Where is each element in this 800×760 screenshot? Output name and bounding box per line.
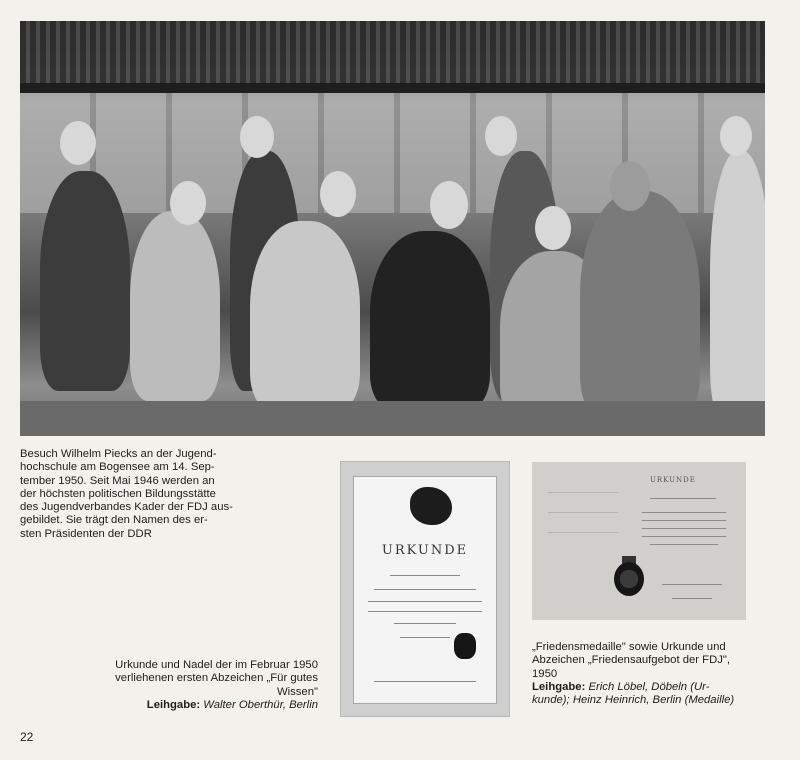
photo-face (430, 181, 468, 229)
photo-face (720, 116, 752, 156)
caption-line: des Jugendverbandes Kader der FDJ aus- (20, 501, 233, 514)
loan-label: Leihgabe: (146, 698, 201, 711)
caption-line: gebildet. Sie trägt den Namen des er- (20, 514, 208, 527)
photo-eave (20, 83, 765, 93)
loan-credit (58, 699, 318, 712)
certificate-signature-line (672, 598, 712, 599)
caption-line: Abzeichen „Friedensaufgebot der FDJ", (532, 654, 731, 667)
photo-figure (710, 151, 765, 421)
certificate-right-image (532, 462, 746, 620)
certificate-left-sheet (353, 476, 497, 704)
photo-face (535, 206, 571, 250)
photo-bench (20, 401, 765, 436)
loan-label: Leihgabe: (532, 680, 586, 693)
certificate-text-line (394, 623, 456, 624)
caption-line: Urkunde und Nadel der im Februar 1950 (115, 659, 318, 671)
photo-face (60, 121, 96, 165)
certificate-text-line (662, 584, 722, 585)
certificate-text-line (642, 520, 726, 521)
photo-figure (250, 221, 360, 411)
certificate-text-line (650, 498, 716, 499)
certificate-left-image (340, 461, 510, 717)
photo-face (485, 116, 517, 156)
certificate-text-line (400, 637, 450, 638)
certificate-text-line (650, 544, 718, 545)
certificate-text-line (642, 512, 726, 513)
photo-face (170, 181, 206, 225)
loan-name: Walter Oberthür, Berlin (203, 698, 318, 711)
caption-line: verliehenen ersten Abzeichen „Für gutes (115, 672, 318, 685)
photo-face (320, 171, 356, 217)
caption-line: hochschule am Bogensee am 14. Sep- (20, 461, 215, 474)
loan-credit (532, 681, 772, 694)
photo-face (240, 116, 274, 158)
caption-line: 1950 (532, 667, 558, 680)
caption-line: Besuch Wilhelm Piecks an der Jugend- (20, 448, 217, 460)
page-number: 22 (20, 730, 34, 744)
certificate-text-line (368, 601, 482, 602)
loan-name: Erich Löbel, Döbeln (Ur- (588, 680, 710, 693)
group-photograph (20, 21, 765, 436)
peace-medal (614, 562, 644, 596)
certificate-text-line (642, 528, 726, 529)
photo-figure (40, 171, 130, 391)
certificate-right-caption (532, 641, 772, 707)
certificate-left-caption (58, 659, 318, 712)
certificate-faint-line (548, 492, 618, 493)
certificate-text-line (390, 575, 460, 576)
certificate-text-line (642, 536, 726, 537)
certificate-text-line (368, 611, 482, 612)
certificate-signature-line (374, 681, 476, 682)
photo-figure (370, 231, 490, 411)
photo-roof (20, 21, 765, 83)
caption-line: der höchsten politischen Bildungsstätte (20, 487, 216, 500)
caption-line: Wissen" (276, 685, 318, 698)
certificate-pin (454, 633, 476, 659)
caption-line: „Friedensmedaille" sowie Urkunde und (532, 641, 726, 653)
certificate-faint-line (548, 532, 618, 533)
certificate-right-title: URKUNDE (650, 476, 696, 484)
photo-face (610, 161, 650, 211)
certificate-text-line (374, 589, 476, 590)
certificate-faint-line (548, 512, 618, 513)
photo-figure (580, 191, 700, 421)
caption-line: sten Präsidenten der DDR (20, 527, 152, 540)
photo-figure (130, 211, 220, 401)
loan-name: kunde); Heinz Heinrich, Berlin (Medaille) (532, 694, 735, 707)
certificate-left-title: URKUNDE (381, 543, 469, 558)
photo-caption (20, 448, 265, 541)
certificate-seal (410, 487, 452, 525)
caption-line: tember 1950. Seit Mai 1946 werden an (20, 474, 215, 487)
